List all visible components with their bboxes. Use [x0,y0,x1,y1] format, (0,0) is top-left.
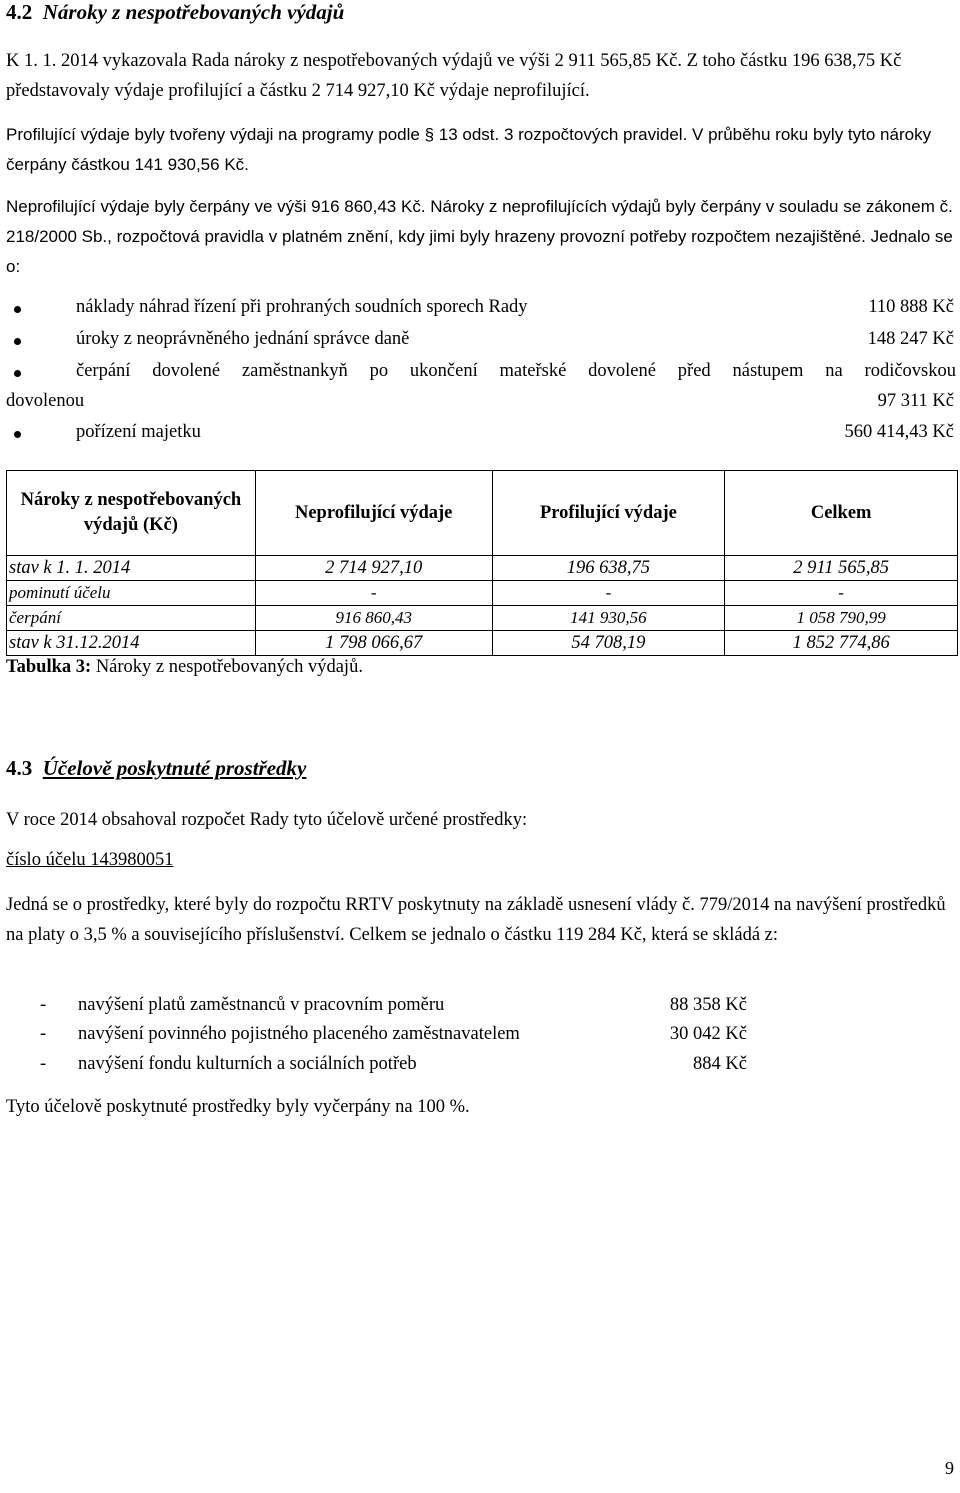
table-row [7,581,958,606]
table-header-cell: Neprofilující výdaje [255,471,492,556]
bullet-icon [14,306,21,313]
paragraph-4: V roce 2014 obsahoval rozpočet Rady tyto účelově určené prostředky: [6,810,528,830]
table-cell: 2 911 565,85 [725,556,958,581]
section-title: Účelově poskytnuté prostředky [42,756,307,780]
caption-label: Tabulka 3: [6,657,92,677]
dash-marker: - [40,995,47,1015]
page-number: 9 [945,1458,954,1478]
table-cell: 141 930,56 [492,606,725,631]
dash-item-amount: 88 358 Kč [669,995,747,1015]
table-cell: - [492,581,725,606]
section-heading-4-2 [6,0,344,25]
dash-item-amount: 30 042 Kč [669,1024,747,1044]
section-number: 4.2 [6,0,33,24]
dash-item-amount: 884 Kč [693,1054,747,1074]
paragraph-6: Jedná se o prostředky, které byly do rozpočtu RRTV poskytnuty na základě usnesení vlády č. 779/2014 na navýšení prostředků na platy o 3,5 % a souvisejícího příslušenství. Celkem se jednalo o částku 119 284 Kč, která se skládá z: [6,895,946,945]
caption-text: Nároky z nespotřebovaných výdajů. [91,657,363,677]
table-cell: pominutí účelu [7,581,256,606]
table-cell: stav k 1. 1. 2014 [7,556,256,581]
bullet-text-continuation: dovolenou [6,391,85,411]
table-header-row [7,471,958,556]
table-caption [6,657,363,678]
paragraph-7: Tyto účelově poskytnuté prostředky byly vyčerpány na 100 %. [6,1097,470,1117]
table-cell: 54 708,19 [492,631,725,656]
bullet-text: pořízení majetku [76,422,201,442]
table-cell: 1 798 066,67 [255,631,492,656]
dash-marker: - [40,1024,47,1044]
paragraph-3: Neprofilující výdaje byly čerpány ve výši 916 860,43 Kč. Nároky z neprofilujících výdajů byly čerpány v souladu se zákonem č. 218/2000 Sb., rozpočtová pravidla v platném znění, kdy jimi byly hrazeny provozní potřeby rozpočtem nezajištěné. Jednalo se o: [6,197,953,276]
table-cell: čerpání [7,606,256,631]
bullet-text: náklady náhrad řízení při prohraných soudních sporech Rady [76,297,528,317]
table-cell: 1 852 774,86 [725,631,958,656]
table-header-cell: Celkem [725,471,958,556]
table-cell: - [725,581,958,606]
bullet-amount: 97 311 Kč [877,391,954,411]
paragraph-2: Profilující výdaje byly tvořeny výdaji na programy podle § 13 odst. 3 rozpočtových pravidel. V průběhu roku byly tyto nároky čerpány částkou 141 930,56 Kč. [6,125,932,174]
section-number: 4.3 [6,756,33,780]
dash-item-text: navýšení platů zaměstnanců v pracovním poměru [78,995,445,1015]
section-title: Nároky z nespotřebovaných výdajů [42,0,345,24]
table-header-cell: Profilující výdaje [492,471,725,556]
bullet-amount: 560 414,43 Kč [844,422,954,442]
table-cell: - [255,581,492,606]
bullet-amount: 148 247 Kč [867,329,954,349]
claims-table [6,470,958,656]
table-row [7,556,958,581]
bullet-icon [14,338,21,345]
table-cell: 196 638,75 [492,556,725,581]
table-cell: 1 058 790,99 [725,606,958,631]
bullet-text: úroky z neoprávněného jednání správce daně [76,329,410,349]
bullet-text: čerpání dovolené zaměstnankyň po ukončení mateřské dovolené před nástupem na rodičovskou [76,361,956,381]
bullet-amount: 110 888 Kč [868,297,954,317]
table-row [7,606,958,631]
dash-item-text: navýšení fondu kulturních a sociálních potřeb [78,1054,417,1074]
paragraph-1: K 1. 1. 2014 vykazovala Rada nároky z nespotřebovaných výdajů ve výši 2 911 565,85 Kč. Z toho částku 196 638,75 Kč představovaly výdaje profilující a částku 2 714 927,10 Kč výdaje neprofilující. [6,51,902,101]
section-heading-4-3 [6,756,306,781]
table-cell: 2 714 927,10 [255,556,492,581]
table-header-cell: Nároky z nespotřebovaných výdajů (Kč) [7,471,256,556]
dash-item-text: navýšení povinného pojistného placeného zaměstnavatelem [78,1024,520,1044]
bullet-icon [14,431,21,438]
bullet-icon [14,370,21,377]
table-row [7,631,958,656]
table-cell: stav k 31.12.2014 [7,631,256,656]
dash-marker: - [40,1054,47,1074]
purpose-number: číslo účelu 143980051 [6,850,174,870]
table-cell: 916 860,43 [255,606,492,631]
